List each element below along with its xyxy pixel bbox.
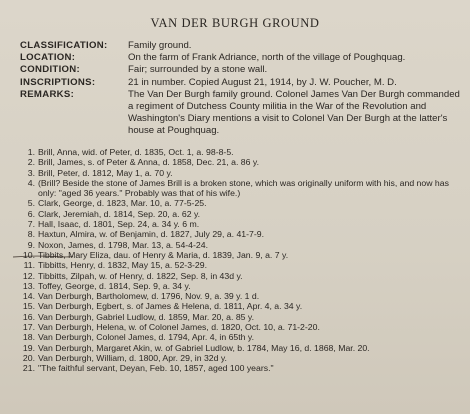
list-item	[18, 312, 462, 322]
entry-text: Van Derburgh, Helena, w. of Colonel James, d. 1820, Oct. 10, a. 71-2-20.	[38, 322, 320, 333]
entry-text: Tibbits, Mary Eliza, dau. of Henry & Maria, d. 1839, Jan. 9, a. 7 y.	[38, 249, 289, 260]
entry-text: Brill, James, s. of Peter & Anna, d. 1858, Dec. 21, a. 86 y.	[38, 157, 259, 168]
entry-number: 12.	[22, 270, 35, 281]
entry-number: 13.	[22, 280, 35, 291]
entry-text: Noxon, James, d. 1798, Mar. 13, a. 54-4-24.	[38, 239, 208, 250]
meta-row-condition	[20, 64, 460, 76]
list-item	[18, 219, 462, 229]
entry-number: 20.	[22, 352, 35, 363]
list-item	[18, 281, 462, 291]
metadata-block	[20, 40, 460, 138]
entry-text: Hall, Isaac, d. 1801, Sep. 24, a. 34 y. 6 m.	[38, 219, 200, 230]
inscription-list	[18, 147, 462, 374]
entry-number: 17.	[22, 322, 35, 333]
list-item	[18, 250, 462, 260]
list-item	[18, 157, 462, 167]
meta-row-inscriptions	[20, 77, 460, 89]
entry-number: 14.	[22, 291, 35, 302]
entry-number: 3.	[27, 167, 35, 178]
entry-number: 9.	[27, 239, 35, 250]
list-item	[18, 260, 462, 270]
entry-text: Tibbitts, Zilpah, w. of Henry, d. 1822, Sep. 8, in 43d y.	[38, 270, 243, 281]
meta-row-location	[20, 52, 460, 64]
entry-number: 2.	[27, 157, 35, 168]
entry-number: 4.	[27, 177, 35, 188]
list-item	[18, 322, 462, 332]
entry-number: 11.	[23, 260, 35, 271]
entry-number: 18.	[22, 332, 35, 343]
entry-number: 10.	[22, 249, 35, 260]
meta-row-classification	[20, 40, 460, 52]
entry-text: Haxtun, Almira, w. of Benjamin, d. 1827, July 29, a. 41-7-9.	[38, 229, 264, 240]
entry-number: 15.	[22, 301, 35, 312]
list-item	[18, 363, 462, 373]
entry-number: 21.	[22, 363, 35, 374]
entry-text: Clark, Jeremiah, d. 1814, Sep. 20, a. 62 y.	[38, 208, 201, 219]
entry-text: Van Derburgh, William, d. 1800, Apr. 29, in 32d y.	[38, 352, 227, 363]
list-item	[18, 209, 462, 219]
meta-value: 21 in number. Copied August 21, 1914, by J. W. Poucher, M. D.	[128, 76, 397, 88]
list-item	[18, 229, 462, 239]
meta-key: LOCATION:	[20, 52, 76, 64]
list-item	[18, 168, 462, 178]
entry-text: Clark, George, d. 1823, Mar. 10, a. 77-5-25.	[38, 198, 207, 209]
entry-text: Van Derburgh, Margaret Akin, w. of Gabriel Ludlow, b. 1784, May 16, d. 1868, Mar. 20.	[38, 342, 370, 353]
entry-text: Van Derburgh, Colonel James, d. 1794, Apr. 4, in 65th y.	[38, 332, 255, 343]
entry-text: Tibbitts, Henry, d. 1832, May 15, a. 52-3-29.	[38, 260, 208, 271]
meta-value: On the farm of Frank Adriance, north of the village of Poughquag.	[128, 52, 406, 64]
meta-key: INSCRIPTIONS:	[20, 76, 96, 88]
list-item	[18, 301, 462, 311]
page-title: VAN DER BURGH GROUND	[150, 16, 320, 30]
entry-text: Van Derburgh, Bartholomew, d. 1796, Nov. 9, a. 39 y. 1 d.	[38, 291, 260, 302]
entry-text: Brill, Anna, wid. of Peter, d. 1835, Oct. 1, a. 98-8-5.	[38, 147, 234, 157]
list-item	[18, 198, 462, 208]
list-item	[18, 271, 462, 281]
meta-key: CLASSIFICATION:	[20, 40, 108, 51]
list-item	[18, 343, 462, 353]
meta-row-remarks	[20, 89, 460, 138]
entry-text: Van Derburgh, Gabriel Ludlow, d. 1859, Mar. 20, a. 85 y.	[38, 311, 255, 322]
entry-number: 8.	[27, 229, 35, 240]
entry-text: (Brill? Beside the stone of James Brill is a broken stone, which was originally uniform with his, and now has only: "aged 36 years." Probably was that of his wife.)	[38, 177, 449, 199]
meta-value: Family ground.	[128, 40, 192, 51]
entry-text: Brill, Peter, d. 1812, May 1, a. 70 y.	[38, 167, 173, 178]
meta-value: The Van Der Burgh family ground. Colonel James Van Der Burgh commanded a regiment of Dutchess County militia in the War of the Revolution and Washington's Diary mentions a visit to Colonel Van Der Burgh at the latter's house at Poughquag.	[128, 88, 460, 137]
meta-key: REMARKS:	[20, 88, 75, 100]
entry-number: 16.	[22, 311, 35, 322]
list-item	[18, 178, 462, 199]
entry-number: 1.	[27, 147, 35, 157]
entry-number: 7.	[27, 219, 35, 230]
list-item	[18, 147, 462, 157]
meta-value: Fair; surrounded by a stone wall.	[128, 64, 268, 76]
entry-number: 6.	[27, 208, 35, 219]
entry-text: Van Derburgh, Egbert, s. of James & Helena, d. 1811, Apr. 4, a. 34 y.	[38, 301, 303, 312]
entry-number: 5.	[27, 198, 35, 209]
meta-key: CONDITION:	[20, 64, 81, 76]
list-item	[18, 353, 462, 363]
list-item	[18, 240, 462, 250]
entry-text: Toffey, George, d. 1814, Sep. 9, a. 34 y.	[38, 280, 191, 291]
list-item	[18, 291, 462, 301]
entry-text: "The faithful servant, Deyan, Feb. 10, 1857, aged 100 years."	[38, 363, 274, 374]
list-item	[18, 332, 462, 342]
entry-number: 19.	[22, 342, 35, 353]
